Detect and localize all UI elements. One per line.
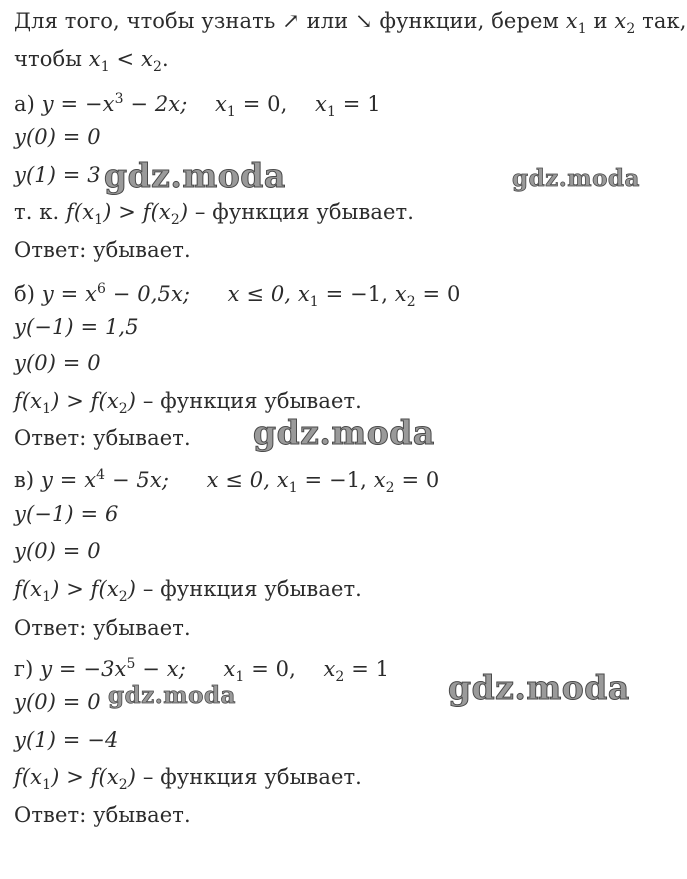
part-b-equation [14, 276, 460, 315]
part-d-y1: y(1) = −4 [14, 728, 119, 752]
part-d-x1: $x_1 = 0$, [223, 657, 296, 685]
decreasing-arrow-icon: ↘ [355, 9, 373, 33]
intro-line-1 [14, 8, 687, 42]
part-a-x1: $x_1 = 0$, [214, 92, 288, 120]
part-b-x1: $x_1 = -1$, [297, 282, 388, 310]
part-c-conclusion: $f(x_1) > f(x_2)$ – функция убывает. [14, 577, 362, 605]
watermark-1: gdz.moda [104, 156, 286, 195]
part-d-conclusion: $f(x_1) > f(x_2)$ – функция убывает. [14, 765, 362, 793]
part-a-answer: Ответ: убывает. [14, 238, 191, 262]
part-d-x2: $x_2 = 1$ [323, 657, 390, 685]
part-a-equation [14, 86, 381, 125]
part-a-y0: y(0) = 0 [14, 125, 101, 149]
part-c-equation [14, 462, 439, 501]
part-c-x1: $x_1 = -1$, [276, 468, 367, 496]
part-c-answer: Ответ: убывает. [14, 616, 191, 640]
and-word: и [593, 9, 608, 33]
or-word: или [306, 9, 349, 33]
var-x2: $x_2$ [614, 9, 636, 37]
part-a-label: а) [14, 92, 35, 116]
part-d-y0: y(0) = 0 [14, 690, 101, 714]
intro-line-2 [14, 46, 169, 80]
part-a-x2: $x_1 = 1$ [314, 92, 381, 120]
part-c-x2: $x_2 = 0$ [373, 468, 440, 496]
inequality: $x_1 < x_2$. [88, 47, 169, 75]
intro-text-2: функции, берем [379, 9, 559, 33]
watermark-4: gdz.moda [108, 682, 236, 709]
part-d-label: г) [14, 657, 34, 681]
part-b-x2: $x_2 = 0$ [394, 282, 461, 310]
intro-text-3: так, [642, 9, 687, 33]
part-a-conclusion: т. к. $f(x_1) > f(x_2)$ – функция убывает. [14, 200, 415, 228]
intro-text: Для того, чтобы узнать [14, 9, 276, 33]
watermark-3: gdz.moda [253, 413, 435, 452]
part-d-function: $y = -3x^5 - x$; [40, 656, 186, 681]
part-b-condition: x ≤ 0, [227, 282, 292, 306]
watermark-2: gdz.moda [512, 165, 640, 192]
part-b-answer: Ответ: убывает. [14, 426, 191, 450]
part-b-ym1: y(−1) = 1,5 [14, 315, 139, 339]
part-b-label: б) [14, 282, 36, 306]
part-a-function: $y = -x^3 - 2x$; [41, 91, 188, 116]
increasing-arrow-icon: ↗ [282, 9, 300, 33]
part-b-y0: y(0) = 0 [14, 351, 101, 375]
part-b-function: $y = x^6 - 0,5x$; [41, 281, 191, 306]
part-a-y1: y(1) = 3 [14, 163, 101, 187]
intro-text-4: чтобы [14, 47, 83, 71]
var-x1: $x_1$ [565, 9, 587, 37]
watermark-5: gdz.moda [448, 668, 630, 707]
part-c-ym1: y(−1) = 6 [14, 502, 119, 526]
part-b-conclusion: $f(x_1) > f(x_2)$ – функция убывает. [14, 389, 362, 417]
part-c-y0: y(0) = 0 [14, 539, 101, 563]
part-d-answer: Ответ: убывает. [14, 803, 191, 827]
part-c-function: $y = x^4 - 5x$; [41, 467, 169, 492]
part-c-label: в) [14, 468, 35, 492]
part-c-condition: x ≤ 0, [206, 468, 270, 492]
